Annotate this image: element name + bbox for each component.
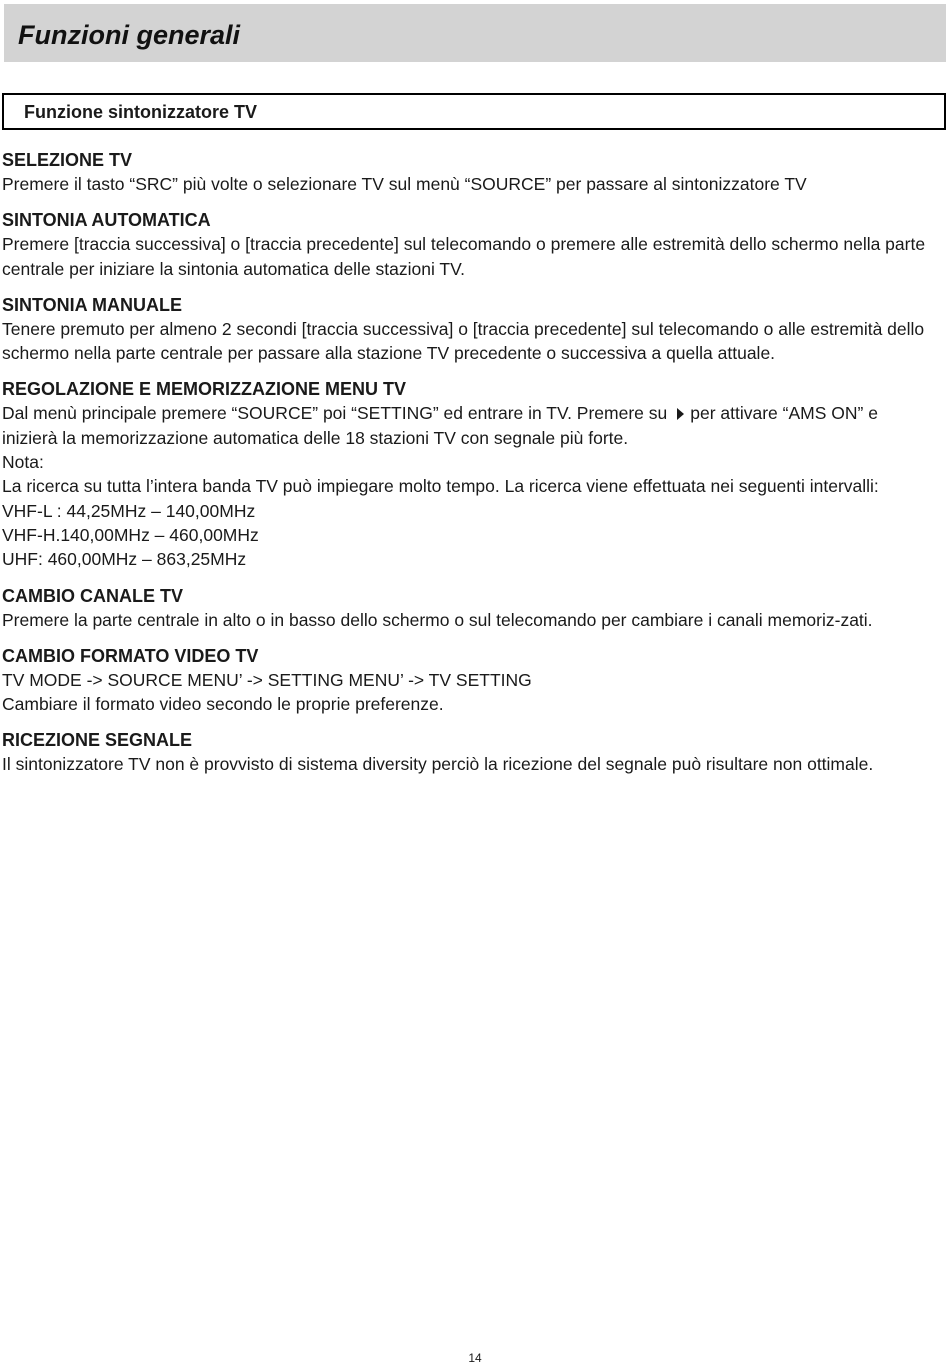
block-cambio-canale xyxy=(2,584,938,632)
text-regolazione-part1: Dal menù principale premere “SOURCE” poi “SETTING” ed entrare in TV. Premere su xyxy=(2,403,668,424)
page-number: 14 xyxy=(468,1351,482,1365)
heading-cambio-formato: CAMBIO FORMATO VIDEO TV xyxy=(2,645,259,666)
range-item: UHF: 460,00MHz – 863,25MHz xyxy=(2,549,247,570)
heading-selezione-tv: SELEZIONE TV xyxy=(2,150,133,170)
text-selezione-tv: Premere il tasto “SRC” più volte o selezionare TV sul menù “SOURCE” per passare al sintonizzatore TV xyxy=(2,174,807,194)
section-title: Funzione sintonizzatore TV xyxy=(24,102,257,122)
text-ricezione: Il sintonizzatore TV non è provvisto di sistema diversity perciò la ricezione del segnale può risultare non ottimale. xyxy=(2,754,874,775)
page-title: Funzioni generali xyxy=(18,20,241,50)
note-label: Nota: xyxy=(2,452,44,473)
heading-sintonia-automatica: SINTONIA AUTOMATICA xyxy=(2,210,211,231)
range-item: VHF-L : 44,25MHz – 140,00MHz xyxy=(2,500,256,521)
block-ricezione xyxy=(2,728,938,776)
text-regolazione xyxy=(2,401,938,450)
block-cambio-formato xyxy=(2,644,938,717)
block-selezione-tv xyxy=(2,148,938,196)
page-header xyxy=(4,4,946,62)
heading-cambio-canale: CAMBIO CANALE TV xyxy=(2,585,183,606)
section-title-box xyxy=(2,93,946,130)
block-sintonia-automatica xyxy=(2,208,938,281)
heading-sintonia-manuale: SINTONIA MANUALE xyxy=(2,294,182,315)
block-regolazione xyxy=(2,377,938,571)
heading-regolazione: REGOLAZIONE E MEMORIZZAZIONE MENU TV xyxy=(2,379,406,400)
play-arrow-icon xyxy=(677,408,684,420)
text-cambio-formato-line1: TV MODE -> SOURCE MENU’ -> SETTING MENU’ -> TV SETTING xyxy=(2,669,532,690)
text-regolazione-part2: per attivare “AMS ON” e inizierà la memorizzazione automatica delle 18 stazioni TV con segnale più forte. xyxy=(2,403,878,448)
text-sintonia-automatica: Premere [traccia successiva] o [traccia precedente] sul telecomando o premere alle estremità dello schermo nella parte centrale per iniziare la sintonia automatica delle stazioni TV. xyxy=(2,234,926,279)
text-cambio-formato-line2: Cambiare il formato video secondo le proprie preferenze. xyxy=(2,694,444,715)
heading-ricezione: RICEZIONE SEGNALE xyxy=(2,730,193,751)
block-sintonia-manuale xyxy=(2,293,938,366)
range-item: VHF-H.140,00MHz – 460,00MHz xyxy=(2,524,259,545)
text-cambio-canale: Premere la parte centrale in alto o in basso dello schermo o sul telecomando per cambiare i canali memoriz-zati. xyxy=(2,609,873,630)
text-sintonia-manuale: Tenere premuto per almeno 2 secondi [traccia successiva] o [traccia precedente] sul telecomando o alle estremità dello schermo nella parte centrale per passare alla stazione TV precedente o successiva a quella attuale. xyxy=(2,318,925,364)
note-text: La ricerca su tutta l’intera banda TV può impiegare molto tempo. La ricerca viene effettuata nei seguenti intervalli: xyxy=(2,476,879,497)
content xyxy=(2,148,938,789)
